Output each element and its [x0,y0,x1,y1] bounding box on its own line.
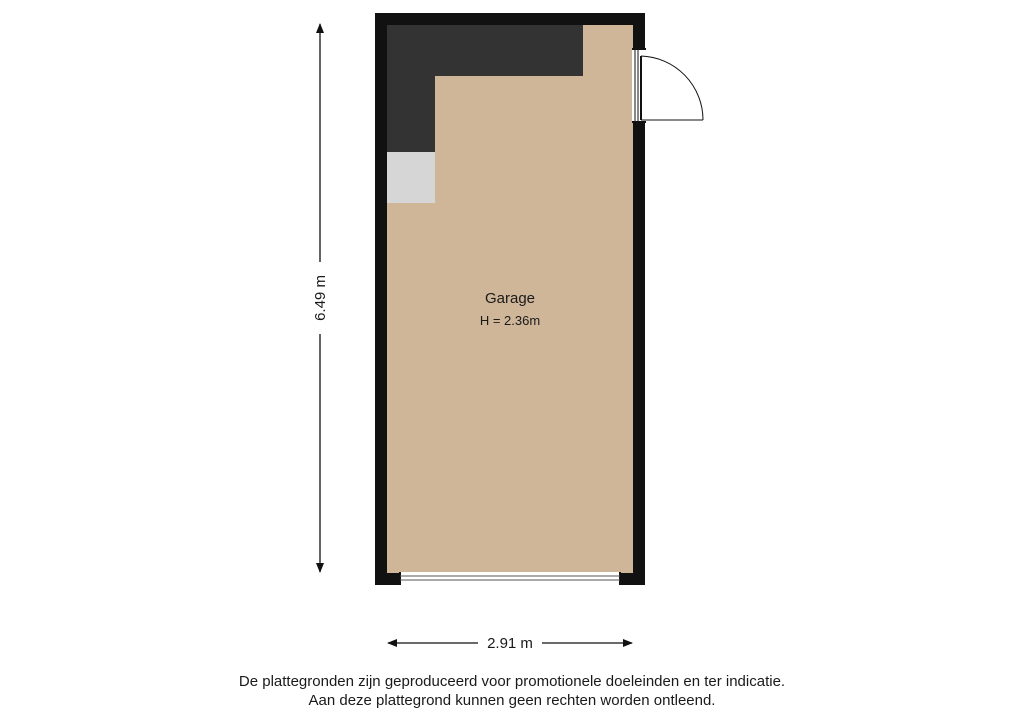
door-swing-arc [641,56,703,120]
width-dimension-label: 2.91 m [487,635,533,652]
room-height-label: H = 2.36m [479,313,541,328]
disclaimer [0,672,1024,710]
appliance-block [387,152,435,203]
disclaimer-line-2: Aan deze plattegrond kunnen geen rechten worden ontleend. [308,692,716,709]
disclaimer-line-1: De plattegronden zijn geproduceerd voor promotionele doeleinden en ter indicatie. [238,673,786,690]
depth-dimension-label: 6.49 m [312,275,329,321]
garage-door-opening [400,572,620,585]
door-opening [632,49,646,122]
room-name-label: Garage [484,290,536,307]
